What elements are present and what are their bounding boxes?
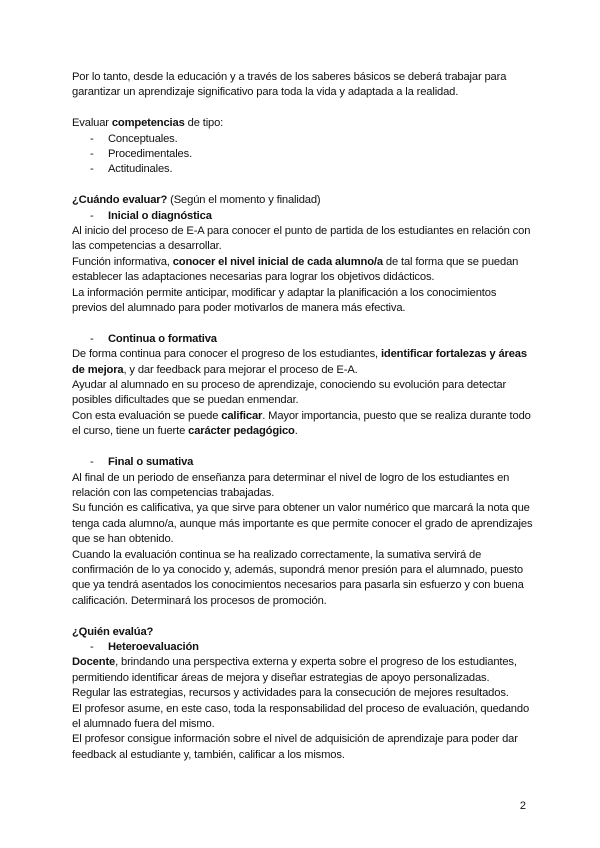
list-item: - Procedimentales. [72, 147, 534, 162]
inicial-subheading: - Inicial o diagnóstica [72, 209, 534, 224]
continua-p1-bold: identificar fortalezas y áreas de mejora [72, 348, 527, 376]
cuando-heading [72, 193, 534, 208]
list-item: - Actitudinales. [72, 162, 534, 177]
competencias-list [72, 132, 534, 178]
competencias-lead-post: de tipo: [184, 117, 224, 130]
hetero-subheading: - Heteroevaluación [72, 640, 534, 655]
continua-p3-mid: . Mayor importancia, puesto que se realiza durante todo el curso, tiene un fuerte [72, 409, 531, 438]
inicial-p2-pre: Función informativa, [72, 255, 173, 268]
final-subheading: - Final o sumativa [72, 455, 534, 470]
inicial-paragraph-2 [72, 255, 534, 286]
hetero-paragraph-4: El profesor consigue información sobre el nivel de adquisición de aprendizaje para poder dar feedback al estudiante y, también, calificar a los mismos. [72, 733, 518, 761]
continua-subheading: - Continua o formativa [72, 332, 534, 347]
inicial-paragraph-3: La información permite anticipar, modificar y adaptar la planificación a los conocimientos previos del alumnado para poder motivarlos de manera más efectiva. [72, 286, 497, 315]
hetero-paragraph-2: Regular las estrategias, recursos y actividades para la consecución de mejores resultados. [72, 687, 509, 700]
cuando-heading-note: (Según el momento y finalidad) [167, 194, 321, 207]
list-item: - Conceptuales. [72, 132, 534, 147]
page-number: 2 [519, 800, 526, 812]
inicial-p2-post: de tal forma que se puedan establecer las adaptaciones necesarias para lograr los objetivos didácticos. [72, 255, 519, 284]
competencias-lead-bold: competencias [111, 117, 185, 130]
final-paragraph-2: Su función es calificativa, ya que sirve para obtener un valor numérico que marcará la nota que tenga cada alumno/a, aunque más importante es que permite conocer el grado de aprendizajes que se han obtenido. [72, 502, 533, 546]
page-content [72, 70, 534, 763]
hetero-p1-post: , brindando una perspectiva externa y experta sobre el progreso de los estudiantes, permitiendo identificar áreas de mejora y diseñar estrategias de apoyo personalizadas. [72, 656, 517, 684]
inicial-p2-bold: conocer el nivel inicial de cada alumno/a [172, 255, 383, 268]
hetero-p1-bold: Docente [72, 656, 116, 669]
continua-p1-pre: De forma continua para conocer el progreso de los estudiantes, [72, 348, 381, 361]
competencias-lead-pre: Evaluar [72, 117, 112, 130]
cuando-heading-title: ¿Cuándo evaluar? [72, 194, 168, 207]
final-paragraph-1: Al final de un periodo de enseñanza para determinar el nivel de logro de los estudiantes en relación con las competencias trabajadas. [72, 471, 510, 499]
continua-paragraph-2: Ayudar al alumnado en su proceso de aprendizaje, conociendo su evolución para detectar posibles dificultades que se puedan enmendar. [72, 379, 507, 407]
continua-p1-post: , y dar feedback para mejorar el proceso de E-A. [123, 363, 358, 376]
continua-paragraph-1 [72, 347, 534, 378]
hetero-paragraph-3: El profesor asume, en este caso, toda la responsabilidad del proceso de evaluación, quedando el alumnado fuera del mismo. [72, 702, 530, 730]
hetero-paragraph-1 [72, 655, 534, 686]
quien-heading: ¿Quién evalúa? [72, 625, 154, 638]
continua-p3-pre: Con esta evaluación se puede [72, 409, 222, 422]
intro-paragraph: Por lo tanto, desde la educación y a través de los saberes básicos se deberá trabajar para garantizar un aprendizaje significativo para toda la vida y adaptada a la realidad. [72, 71, 507, 99]
continua-p3-bold-1: calificar [221, 409, 263, 422]
final-paragraph-3: Cuando la evaluación continua se ha realizado correctamente, la sumativa servirá de confirmación de lo ya conocido y, además, supondrá menor presión para el alumnado, puesto que ya tendrá asentados los conocimientos necesarios para pasarla sin esfuerzo y con buena calificación. Determinará los procesos de promoción. [72, 548, 524, 607]
competencias-lead [72, 116, 534, 131]
continua-p3-post: . [294, 425, 298, 438]
continua-paragraph-3 [72, 409, 534, 440]
continua-p3-bold-2: carácter pedagógico [188, 425, 295, 438]
inicial-paragraph-1: Al inicio del proceso de E-A para conocer el punto de partida de los estudiantes en relación con las competencias a desarrollar. [72, 225, 531, 253]
